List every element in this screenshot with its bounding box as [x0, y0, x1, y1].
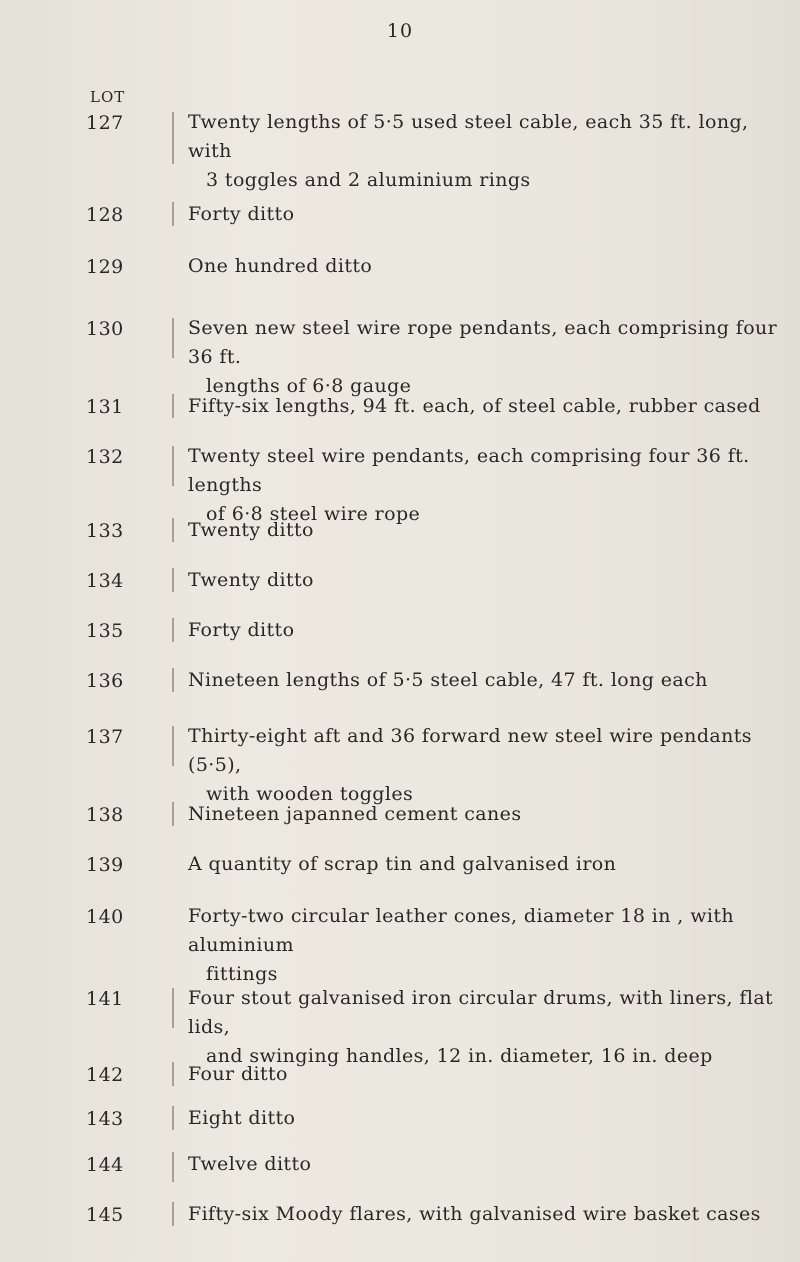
lot-description — [188, 314, 788, 401]
bracket-mark — [172, 446, 174, 486]
lot-description-line: Thirty-eight aft and 36 forward new steel wire pendants (5·5), — [188, 725, 752, 776]
lot-description-line: Twenty lengths of 5·5 used steel cable, each 35 ft. long, with — [188, 111, 749, 162]
lot-number: 144 — [86, 1154, 124, 1176]
lot-description — [188, 722, 788, 809]
lot-description-line: Four ditto — [188, 1063, 288, 1085]
lot-description — [188, 392, 788, 421]
bracket-mark — [172, 618, 174, 642]
lot-description-continuation: of 6·8 steel wire rope — [206, 503, 421, 525]
bracket-mark — [172, 1152, 174, 1182]
lot-number: 128 — [86, 204, 124, 226]
lot-description — [188, 1150, 788, 1179]
lot-description-line: Forty-two circular leather cones, diameter 18 in , with aluminium — [188, 905, 735, 956]
lot-description — [188, 616, 788, 645]
lot-number: 138 — [86, 804, 124, 826]
lot-description-continuation: fittings — [206, 963, 278, 985]
lot-description — [188, 108, 788, 195]
lot-description — [188, 1060, 788, 1089]
lot-description — [188, 984, 788, 1071]
lot-description — [188, 850, 788, 879]
lot-description — [188, 666, 788, 695]
lot-number: 142 — [86, 1064, 124, 1086]
lot-description — [188, 566, 788, 595]
lot-number: 135 — [86, 620, 124, 642]
lot-description — [188, 1104, 788, 1133]
page-number: 10 — [386, 20, 414, 42]
lot-description — [188, 800, 788, 829]
lot-description-line: Twelve ditto — [188, 1153, 312, 1175]
lot-number: 145 — [86, 1204, 124, 1226]
lot-description-line: Fifty-six lengths, 94 ft. each, of steel cable, rubber cased — [188, 395, 761, 417]
lot-number: 133 — [86, 520, 124, 542]
lot-description-line: Twenty ditto — [188, 519, 314, 541]
lot-number: 127 — [86, 112, 124, 134]
lot-description-line: Nineteen japanned cement canes — [188, 803, 522, 825]
lot-description-line: Eight ditto — [188, 1107, 296, 1129]
lot-description-line: Seven new steel wire rope pendants, each comprising four 36 ft. — [188, 317, 778, 368]
bracket-mark — [172, 202, 174, 226]
lot-description — [188, 200, 788, 229]
lot-description-line: Fifty-six Moody flares, with galvanised wire basket cases — [188, 1203, 761, 1225]
lot-description-line: Four stout galvanised iron circular drums, with liners, flat lids, — [188, 987, 774, 1038]
lot-description — [188, 252, 788, 281]
lot-description-continuation: with wooden toggles — [206, 783, 414, 805]
bracket-mark — [172, 668, 174, 692]
lot-number: 140 — [86, 906, 124, 928]
lot-number: 141 — [86, 988, 124, 1010]
bracket-mark — [172, 988, 174, 1028]
lot-number: 139 — [86, 854, 124, 876]
lot-description-line: Forty ditto — [188, 203, 295, 225]
lot-number: 129 — [86, 256, 124, 278]
lot-description-line: Forty ditto — [188, 619, 295, 641]
lot-description-line: Twenty steel wire pendants, each comprising four 36 ft. lengths — [188, 445, 750, 496]
lot-column-header: LOT — [90, 88, 126, 106]
lot-description — [188, 1200, 788, 1229]
lot-number: 130 — [86, 318, 124, 340]
lot-number: 136 — [86, 670, 124, 692]
lot-number: 131 — [86, 396, 124, 418]
lot-description-line: Nineteen lengths of 5·5 steel cable, 47 ft. long each — [188, 669, 708, 691]
lot-number: 132 — [86, 446, 124, 468]
bracket-mark — [172, 1202, 174, 1226]
lot-description-line: One hundred ditto — [188, 255, 373, 277]
bracket-mark — [172, 318, 174, 358]
lot-description-continuation: and swinging handles, 12 in. diameter, 16 in. deep — [206, 1045, 713, 1067]
bracket-mark — [172, 1062, 174, 1086]
lot-description-continuation: 3 toggles and 2 aluminium rings — [206, 169, 531, 191]
lot-description — [188, 902, 788, 989]
bracket-mark — [172, 726, 174, 766]
bracket-mark — [172, 1106, 174, 1130]
bracket-mark — [172, 802, 174, 826]
lot-number: 134 — [86, 570, 124, 592]
bracket-mark — [172, 568, 174, 592]
lot-description-line: Twenty ditto — [188, 569, 314, 591]
lot-description-continuation: lengths of 6·8 gauge — [206, 375, 412, 397]
bracket-mark — [172, 112, 174, 164]
lot-description — [188, 516, 788, 545]
lot-number: 143 — [86, 1108, 124, 1130]
bracket-mark — [172, 394, 174, 418]
lot-number: 137 — [86, 726, 124, 748]
bracket-mark — [172, 518, 174, 542]
lot-description-line: A quantity of scrap tin and galvanised iron — [188, 853, 617, 875]
